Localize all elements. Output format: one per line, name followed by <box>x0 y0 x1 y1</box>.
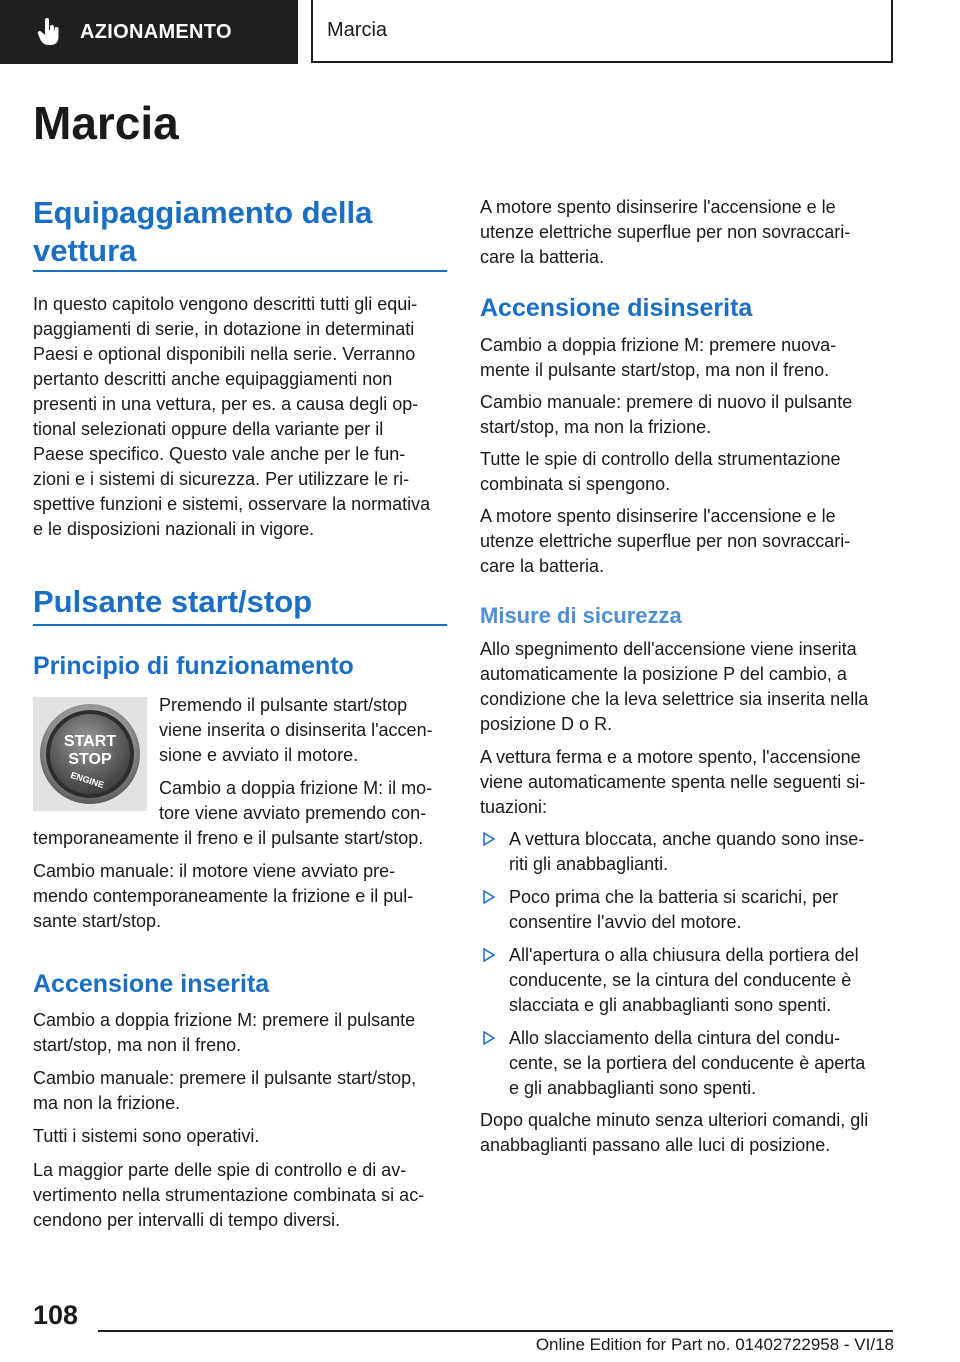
text-line: spettive funzioni e sistemi, osservare la normativa <box>33 494 431 514</box>
text-line: In questo capitolo vengono descritti tutti gli equi- <box>33 294 418 314</box>
text-line: mendo contemporaneamente la frizione e il pul- <box>33 886 414 906</box>
text-line: Dopo qualche minuto senza ulteriori comandi, gli <box>480 1110 869 1130</box>
text-line: tore viene avviato premendo con- <box>159 803 427 823</box>
heading-rule <box>33 624 447 626</box>
text-line: Cambio a doppia frizione M: premere il pulsante <box>33 1010 416 1030</box>
section-header <box>0 0 298 64</box>
bullet-text-line: Allo slacciamento della cintura del condu- <box>509 1028 841 1048</box>
text-line: combinata si spengono. <box>480 474 671 494</box>
text-line: Allo spegnimento dell'accensione viene inserita <box>480 639 857 659</box>
text-line: presenti in una vettura, per es. a causa degli op- <box>33 394 419 414</box>
heading-equipaggiamento: Equipaggiamento della vettura <box>33 195 373 268</box>
button-text-stop: STOP <box>68 751 112 768</box>
bullet-text-line: conducente, se la cintura del conducente è <box>509 970 852 990</box>
text-line: Paesi e optional disponibili nella serie. Verranno <box>33 344 416 364</box>
bullet-text-line: A vettura bloccata, anche quando sono inse- <box>509 829 865 849</box>
page-title: Marcia <box>33 97 179 149</box>
text-line: viene automaticamente spenta nelle seguenti si- <box>480 772 866 792</box>
text-line: cendono per intervalli di tempo diversi. <box>33 1210 341 1230</box>
text-line: Paese specifico. Questo vale anche per le fun- <box>33 444 406 464</box>
text-line: Cambio a doppia frizione M: premere nuova- <box>480 335 837 355</box>
text-line: automaticamente la posizione P del cambio, a <box>480 664 847 684</box>
start-stop-button-icon <box>33 697 147 811</box>
text-line: A vettura ferma e a motore spento, l'accensione <box>480 747 861 767</box>
text-line: Cambio a doppia frizione M: il mo- <box>159 778 433 798</box>
bullet-text-line: Poco prima che la batteria si scarichi, per <box>509 887 839 907</box>
text-line: care la batteria. <box>480 247 605 267</box>
button-text-engine: ENGINE <box>69 769 106 791</box>
chapter-tab <box>311 0 893 63</box>
text-line: A motore spento disinserire l'accensione e le <box>480 197 836 217</box>
text-line: Cambio manuale: premere il pulsante start/stop, <box>33 1068 417 1088</box>
text-line: paggiamenti di serie, in dotazione in determinati <box>33 319 415 339</box>
text-line: La maggior parte delle spie di controllo e di av- <box>33 1160 407 1180</box>
page-number: 108 <box>33 1300 79 1330</box>
bullet-text-line: All'apertura o alla chiusura della portiera del <box>509 945 859 965</box>
bullet-text-line: cente, se la portiera del conducente è aperta <box>509 1053 866 1073</box>
text-line: sante start/stop. <box>33 911 162 931</box>
text-line: care la batteria. <box>480 556 605 576</box>
triangle-bullet-icon <box>482 1030 496 1046</box>
text-line: vertimento nella strumentazione combinata si ac- <box>33 1185 425 1205</box>
triangle-bullet-icon <box>482 947 496 963</box>
text-line: utenze elettriche superflue per non sovraccari- <box>480 222 851 242</box>
text-line: tuazioni: <box>480 797 548 817</box>
footer-rule <box>98 1330 893 1332</box>
heading-principio: Principio di funzionamento <box>33 652 354 680</box>
heading-accensione-disinserita: Accensione disinserita <box>480 294 753 322</box>
start-stop-button-image <box>33 697 147 811</box>
text-line: ma non la frizione. <box>33 1093 181 1113</box>
footer-edition: Online Edition for Part no. 01402722958 - VI/18 <box>535 1335 894 1354</box>
button-text-start: START <box>63 733 117 750</box>
bullet-text-line: slacciata e gli anabbaglianti sono spenti. <box>509 995 832 1015</box>
text-line: posizione D o R. <box>480 714 613 734</box>
text-line: Cambio manuale: il motore viene avviato pre- <box>33 861 396 881</box>
paragraph-inserita-3: Tutti i sistemi sono operativi. <box>33 1126 260 1146</box>
text-line: pertanto descritti anche equipaggiamenti non <box>33 369 393 389</box>
text-line: condizione che la leva selettrice sia inserita nella <box>480 689 869 709</box>
text-line: Premendo il pulsante start/stop <box>159 695 408 715</box>
text-line: start/stop, ma non il freno. <box>33 1035 242 1055</box>
hand-pointer-icon <box>36 17 62 47</box>
bullet-text-line: riti gli anabbaglianti. <box>509 854 669 874</box>
text-line: zioni e i sistemi di sicurezza. Per utilizzare le ri- <box>33 469 410 489</box>
text-line: e le disposizioni nazionali in vigore. <box>33 519 315 539</box>
text-line: Cambio manuale: premere di nuovo il pulsante <box>480 392 853 412</box>
text-line: utenze elettriche superflue per non sovraccari- <box>480 531 851 551</box>
text-line: mente il pulsante start/stop, ma non il freno. <box>480 360 830 380</box>
heading-pulsante-start-stop: Pulsante start/stop <box>33 584 313 619</box>
bullet-text-line: consentire l'avvio del motore. <box>509 912 742 932</box>
text-line: A motore spento disinserire l'accensione e le <box>480 506 836 526</box>
text-line: anabbaglianti passano alle luci di posizione. <box>480 1135 831 1155</box>
text-line: sione e avviato il motore. <box>159 745 359 765</box>
chapter-tab-label: Marcia <box>327 19 388 41</box>
text-line: Tutte le spie di controllo della strumentazione <box>480 449 841 469</box>
triangle-bullet-icon <box>482 831 496 847</box>
triangle-bullet-icon <box>482 889 496 905</box>
text-line: tional selezionati oppure della variante per il <box>33 419 384 439</box>
heading-rule <box>33 270 447 272</box>
heading-misure-sicurezza: Misure di sicurezza <box>480 603 682 628</box>
paragraph-principio-2-end: temporaneamente il freno e il pulsante start/stop. <box>33 828 424 848</box>
bullet-text-line: e gli anabbaglianti sono spenti. <box>509 1078 757 1098</box>
text-line: start/stop, ma non la frizione. <box>480 417 712 437</box>
heading-accensione-inserita: Accensione inserita <box>33 970 270 998</box>
text-line: viene inserita o disinserita l'accen- <box>159 720 433 740</box>
section-label: AZIONAMENTO <box>80 20 232 43</box>
